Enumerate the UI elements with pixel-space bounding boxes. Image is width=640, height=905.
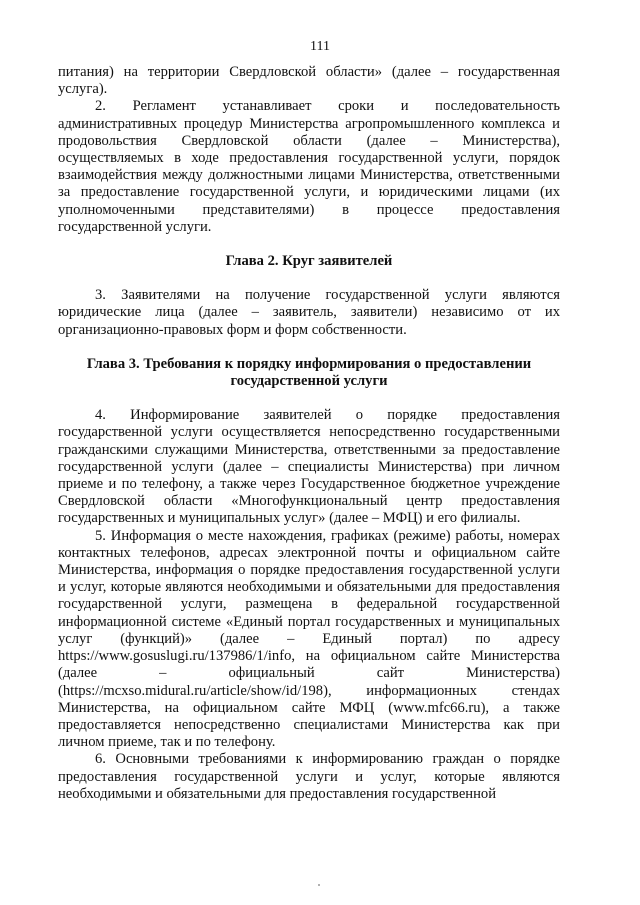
paragraph-5: 5. Информация о месте нахождения, графиках (режиме) работы, номерах контактных телефонов, адресах электронной почты и официальном сайте Министерства, информация о порядке предоставления государственной услуги и услуг, которые являются необходимыми и обязательными для предоставления государственной услуги, размещена в федеральной государственной информационной системе «Единый портал государственных и муниципальных услуг (функций)» (далее – Единый портал) по адресу https://www.gosuslugi.ru/137986/1/info, на официальном сайте Министерства (далее – официальный сайт Министерства) (https://mcxso.midural.ru/article/show/id/198), информационных стендах Министерства, на официальном сайте МФЦ (www.mfc66.ru), а также предоставляется непосредственно специалистами Министерства как при личном приеме, так и по телефону. [58, 527, 560, 751]
chapter-3-heading: Глава 3. Требования к порядку информирования о предоставлении государственной услуги [86, 355, 532, 390]
scan-dot [318, 884, 320, 886]
paragraph-4: 4. Информирование заявителей о порядке предоставления государственной услуги осуществляется непосредственно государственными гражданскими служащими Министерства, ответственными за предоставление государственной услуги (далее – специалисты Министерства) при личном приеме и по телефону, а также через Государственное бюджетное учреждение Свердловской области «Многофункциональный центр предоставления государственных и муниципальных услуг» (далее – МФЦ) и его филиалы. [58, 407, 560, 527]
paragraph-3: 3. Заявителями на получение государственной услуги являются юридические лица (далее – заявитель, заявители) независимо от их организационно-правовых форм и форм собственности. [58, 287, 560, 338]
chapter-2-heading: Глава 2. Круг заявителей [225, 253, 393, 270]
document-page [58, 38, 560, 803]
page-number: 111 [310, 39, 330, 54]
paragraph-1-tail: питания) на территории Свердловской области» (далее – государственная услуга). [58, 64, 560, 98]
paragraph-6: 6. Основными требованиями к информированию граждан о порядке предоставления государственной услуги и услуг, которые являются необходимыми и обязательными для предоставления государственной [58, 751, 560, 802]
paragraph-2: 2. Регламент устанавливает сроки и последовательность административных процедур Министерства агропромышленного комплекса и продовольствия Свердловской области (далее – Министерства), осуществляемых в ходе предоставления государственной услуги, порядок взаимодействия между должностными лицами Министерства, ответственными за предоставление государственной услуги, и юридическими лицами (их уполномоченными представителями) в процессе предоставления государственной услуги. [58, 98, 560, 235]
